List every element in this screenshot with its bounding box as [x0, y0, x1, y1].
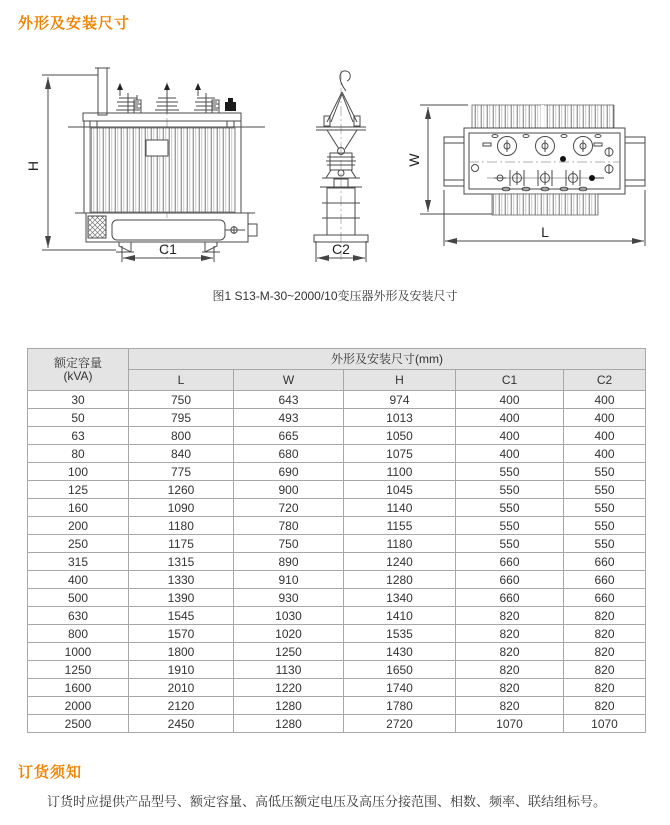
table-cell: 550 — [456, 463, 564, 481]
table-cell: 1600 — [28, 679, 129, 697]
table-cell: 1315 — [129, 553, 234, 571]
table-cell: 1260 — [129, 481, 234, 499]
table-cell: 550 — [456, 481, 564, 499]
table-cell: 493 — [234, 409, 344, 427]
table-cell: 1175 — [129, 535, 234, 553]
table-cell: 1070 — [564, 715, 646, 733]
table-cell: 680 — [234, 445, 344, 463]
table-cell: 1180 — [344, 535, 456, 553]
table-cell: 974 — [344, 391, 456, 409]
table-cell: 1155 — [344, 517, 456, 535]
table-cell: 1140 — [344, 499, 456, 517]
dim-label-l: L — [541, 224, 549, 240]
radiator-hatch — [88, 216, 106, 238]
table-cell: 800 — [129, 427, 234, 445]
spec-table — [27, 348, 646, 733]
table-cell: 930 — [234, 589, 344, 607]
table-row — [28, 445, 646, 463]
table-cell: 550 — [564, 463, 646, 481]
table-cell: 1070 — [456, 715, 564, 733]
table-cell: 1340 — [344, 589, 456, 607]
table-cell: 750 — [129, 391, 234, 409]
table-row — [28, 391, 646, 409]
table-cell: 2120 — [129, 697, 234, 715]
table-cell: 30 — [28, 391, 129, 409]
table-cell: 80 — [28, 445, 129, 463]
table-cell: 200 — [28, 517, 129, 535]
table-cell: 400 — [564, 445, 646, 463]
table-cell: 820 — [456, 661, 564, 679]
section-title-ordering: 订货须知 — [18, 764, 83, 781]
table-cell: 775 — [129, 463, 234, 481]
table-cell: 820 — [564, 607, 646, 625]
table-row — [28, 625, 646, 643]
table-cell: 643 — [234, 391, 344, 409]
table-row — [28, 499, 646, 517]
header-col-h: H — [344, 370, 456, 391]
table-cell: 550 — [456, 499, 564, 517]
table-cell: 400 — [456, 445, 564, 463]
table-cell: 1780 — [344, 697, 456, 715]
table-cell: 665 — [234, 427, 344, 445]
table-cell: 660 — [564, 553, 646, 571]
table-cell: 1045 — [344, 481, 456, 499]
table-row — [28, 697, 646, 715]
table-row — [28, 553, 646, 571]
table-cell: 2720 — [344, 715, 456, 733]
table-cell: 400 — [564, 427, 646, 445]
table-cell: 400 — [564, 409, 646, 427]
table-row — [28, 607, 646, 625]
table-cell: 1240 — [344, 553, 456, 571]
table-row — [28, 661, 646, 679]
table-cell: 690 — [234, 463, 344, 481]
dim-label-h: H — [25, 160, 41, 172]
table-cell: 1220 — [234, 679, 344, 697]
header-col-l: L — [129, 370, 234, 391]
table-cell: 1330 — [129, 571, 234, 589]
table-cell: 1390 — [129, 589, 234, 607]
table-cell: 400 — [456, 409, 564, 427]
table-cell: 1570 — [129, 625, 234, 643]
table-cell: 1250 — [28, 661, 129, 679]
table-cell: 63 — [28, 427, 129, 445]
table-row — [28, 535, 646, 553]
thermometer-knob — [225, 98, 236, 111]
table-cell: 1020 — [234, 625, 344, 643]
ordering-note: 订货时应提供产品型号、额定容量、高低压额定电压及高压分接范围、相数、频率、联结组标号。 — [47, 794, 607, 809]
table-cell: 1280 — [344, 571, 456, 589]
table-cell: 1430 — [344, 643, 456, 661]
table-cell: 1910 — [129, 661, 234, 679]
table-cell: 890 — [234, 553, 344, 571]
table-cell: 900 — [234, 481, 344, 499]
nameplate — [146, 140, 168, 156]
table-cell: 820 — [456, 607, 564, 625]
table-cell: 1250 — [234, 643, 344, 661]
dim-label-c2: C2 — [332, 241, 350, 257]
table-cell: 1180 — [129, 517, 234, 535]
table-cell: 660 — [564, 571, 646, 589]
table-cell: 125 — [28, 481, 129, 499]
table-cell: 1535 — [344, 625, 456, 643]
table-cell: 820 — [564, 643, 646, 661]
table-cell: 550 — [564, 499, 646, 517]
table-cell: 1545 — [129, 607, 234, 625]
table-cell: 1000 — [28, 643, 129, 661]
table-cell: 750 — [234, 535, 344, 553]
table-cell: 780 — [234, 517, 344, 535]
table-row — [28, 715, 646, 733]
table-cell: 1013 — [344, 409, 456, 427]
table-cell: 2000 — [28, 697, 129, 715]
table-cell: 660 — [456, 571, 564, 589]
table-cell: 1050 — [344, 427, 456, 445]
table-cell: 100 — [28, 463, 129, 481]
table-cell: 400 — [456, 391, 564, 409]
table-cell: 1130 — [234, 661, 344, 679]
table-cell: 660 — [564, 589, 646, 607]
table-cell: 660 — [456, 589, 564, 607]
table-cell: 160 — [28, 499, 129, 517]
header-col-w: W — [234, 370, 344, 391]
table-cell: 1410 — [344, 607, 456, 625]
table-cell: 2010 — [129, 679, 234, 697]
figure-caption: 图1 S13-M-30~2000/10变压器外形及安装尺寸 — [212, 289, 458, 303]
side-view-drawing — [314, 70, 368, 262]
table-cell: 550 — [456, 517, 564, 535]
table-row — [28, 643, 646, 661]
table-cell: 820 — [564, 697, 646, 715]
table-row — [28, 463, 646, 481]
header-dimensions-group: 外形及安装尺寸(mm) — [129, 349, 646, 370]
table-cell: 550 — [456, 535, 564, 553]
table-cell: 820 — [564, 661, 646, 679]
header-col-c2: C2 — [564, 370, 646, 391]
table-cell: 630 — [28, 607, 129, 625]
table-cell: 820 — [456, 697, 564, 715]
table-cell: 550 — [564, 535, 646, 553]
dim-label-w: W — [406, 153, 422, 167]
table-cell: 1030 — [234, 607, 344, 625]
table-cell: 500 — [28, 589, 129, 607]
table-cell: 550 — [564, 517, 646, 535]
table-row — [28, 589, 646, 607]
transformer-drawings — [0, 55, 670, 285]
table-cell: 1800 — [129, 643, 234, 661]
table-cell: 800 — [28, 625, 129, 643]
table-row — [28, 409, 646, 427]
table-cell: 1100 — [344, 463, 456, 481]
table-cell: 400 — [28, 571, 129, 589]
header-rated-capacity-line1: 额定容量 — [53, 355, 102, 370]
figure-drawing — [0, 55, 670, 285]
front-view-drawing — [42, 68, 265, 262]
section-title-dimensions: 外形及安装尺寸 — [18, 15, 131, 32]
table-cell: 550 — [564, 481, 646, 499]
table-cell: 1280 — [234, 697, 344, 715]
header-rated-capacity-line2: (kVA) — [63, 368, 93, 383]
table-cell: 795 — [129, 409, 234, 427]
header-col-c1: C1 — [456, 370, 564, 391]
table-cell: 820 — [456, 625, 564, 643]
table-cell: 910 — [234, 571, 344, 589]
table-cell: 820 — [564, 679, 646, 697]
table-row — [28, 481, 646, 499]
dim-label-c1: C1 — [159, 241, 177, 257]
header-rated-capacity — [28, 349, 129, 391]
table-cell: 2500 — [28, 715, 129, 733]
table-cell: 250 — [28, 535, 129, 553]
table-cell: 315 — [28, 553, 129, 571]
spec-table-body — [28, 391, 646, 733]
table-cell: 50 — [28, 409, 129, 427]
table-cell: 840 — [129, 445, 234, 463]
table-row — [28, 427, 646, 445]
table-cell: 1280 — [234, 715, 344, 733]
top-view-drawing — [420, 105, 645, 246]
table-cell: 1740 — [344, 679, 456, 697]
table-cell: 400 — [456, 427, 564, 445]
table-cell: 1090 — [129, 499, 234, 517]
table-cell: 660 — [456, 553, 564, 571]
table-cell: 820 — [456, 643, 564, 661]
table-cell: 1075 — [344, 445, 456, 463]
table-cell: 720 — [234, 499, 344, 517]
table-cell: 1650 — [344, 661, 456, 679]
table-cell: 820 — [564, 625, 646, 643]
table-cell: 820 — [456, 679, 564, 697]
table-cell: 400 — [564, 391, 646, 409]
table-row — [28, 517, 646, 535]
table-row — [28, 571, 646, 589]
table-cell: 2450 — [129, 715, 234, 733]
table-row — [28, 679, 646, 697]
